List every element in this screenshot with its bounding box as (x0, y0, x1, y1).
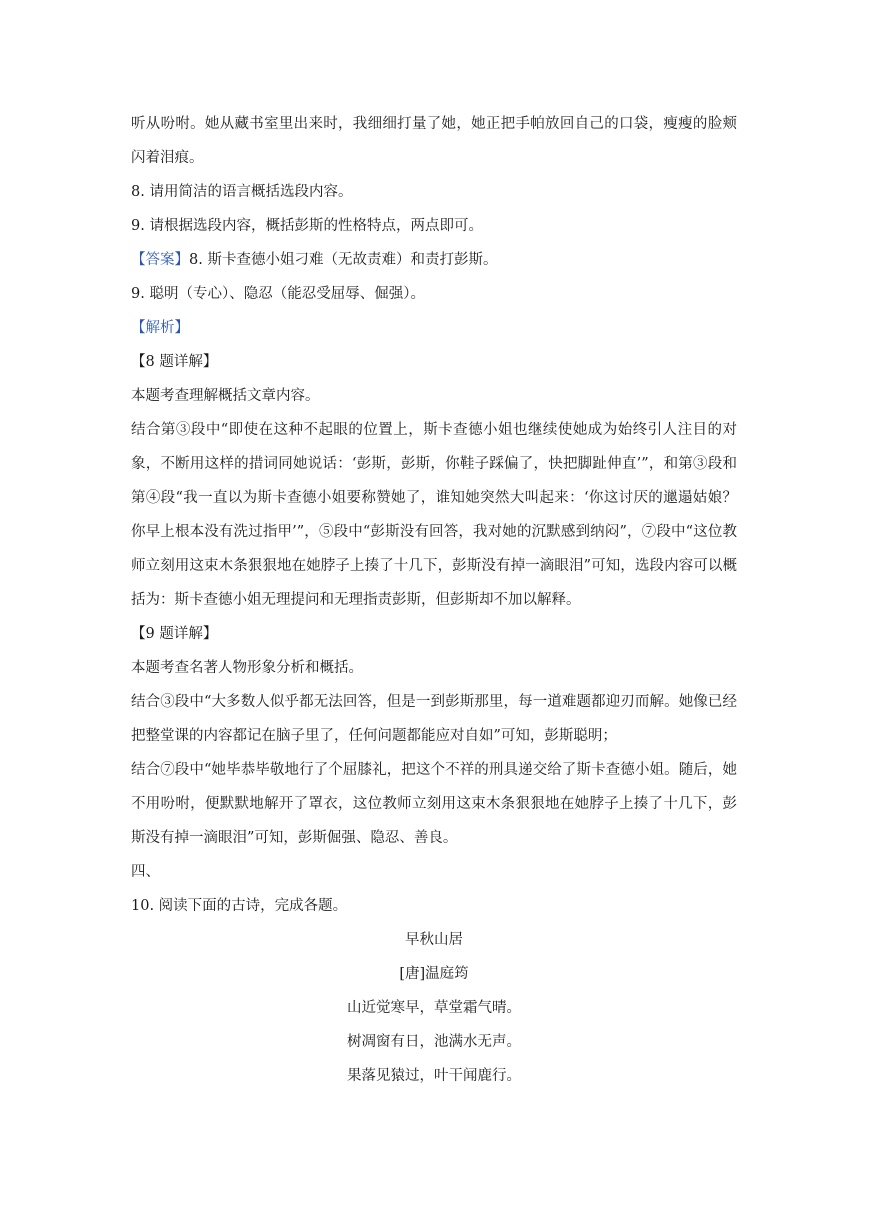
detail-8-heading: 【8 题详解】 (131, 354, 218, 370)
poem-title: 早秋山居 (405, 932, 463, 948)
analysis-tag: 【解析】 (131, 320, 189, 336)
analysis-line (131, 311, 737, 345)
poem-line: 树凋窗有日，池满水无声。 (347, 1034, 521, 1050)
poem-author: [唐]温庭筠 (399, 966, 469, 982)
poem (131, 923, 737, 1093)
detail-9-body-2: 结合⑦段中“她毕恭毕敬地行了个屈膝礼，把这个不祥的刑具递交给了斯卡查德小姐。随后，她不用吩咐，便默默地解开了罩衣，这位教师立刻用这束木条狠狠地在她脖子上揍了十几下，彭斯没有掉一滴眼泪”可知，彭斯倔强、隐忍、善良。 (131, 762, 737, 846)
poem-line: 果落见猿过，叶干闻鹿行。 (347, 1068, 521, 1084)
answer-8: 8. 斯卡查德小姐刁难（无故责难）和责打彭斯。 (189, 252, 498, 268)
section-4-heading: 四、 (131, 864, 160, 880)
detail-9-body-1: 结合③段中“大多数人似乎都无法回答，但是一到彭斯那里，每一道难题都迎刃而解。她像已经把整堂课的内容都记在脑子里了，任何问题都能应对自如”可知，彭斯聪明； (131, 694, 737, 744)
question-10: 10. 阅读下面的古诗，完成各题。 (131, 898, 348, 914)
answer-9: 9. 聪明（专心）、隐忍（能忍受屈辱、倔强）。 (131, 286, 425, 302)
detail-8-intro: 本题考查理解概括文章内容。 (131, 388, 320, 404)
detail-9-intro: 本题考查名著人物形象分析和概括。 (131, 660, 363, 676)
answer-line (131, 243, 737, 277)
detail-9-heading: 【9 题详解】 (131, 626, 218, 642)
answer-tag: 【答案】 (131, 252, 189, 268)
detail-8-body: 结合第③段中“即使在这种不起眼的位置上，斯卡查德小姐也继续使她成为始终引人注目的对象，不断用这样的措词同她说话：‘彭斯，彭斯，你鞋子踩偏了，快把脚趾伸直’”，和第③段和第④段“我一直以为斯卡查德小姐要称赞她了，谁知她突然大叫起来：‘你这讨厌的邋遢姑娘？你早上根本没有洗过指甲’”，⑤段中“彭斯没有回答，我对她的沉默感到纳闷”，⑦段中“这位教师立刻用这束木条狠狠地在她脖子上揍了十几下，彭斯没有掉一滴眼泪”可知，选段内容可以概括为：斯卡查德小姐无理提问和无理指责彭斯，但彭斯却不加以解释。 (131, 422, 737, 608)
document-content (131, 107, 737, 1093)
question-9: 9. 请根据选段内容，概括彭斯的性格特点，两点即可。 (131, 218, 483, 234)
question-8: 8. 请用简洁的语言概括选段内容。 (131, 184, 353, 200)
poem-line: 山近觉寒早，草堂霜气晴。 (347, 1000, 521, 1016)
passage-tail: 听从吩咐。她从藏书室里出来时，我细细打量了她，她正把手帕放回自己的口袋，瘦瘦的脸颊闪着泪痕。 (131, 116, 737, 166)
